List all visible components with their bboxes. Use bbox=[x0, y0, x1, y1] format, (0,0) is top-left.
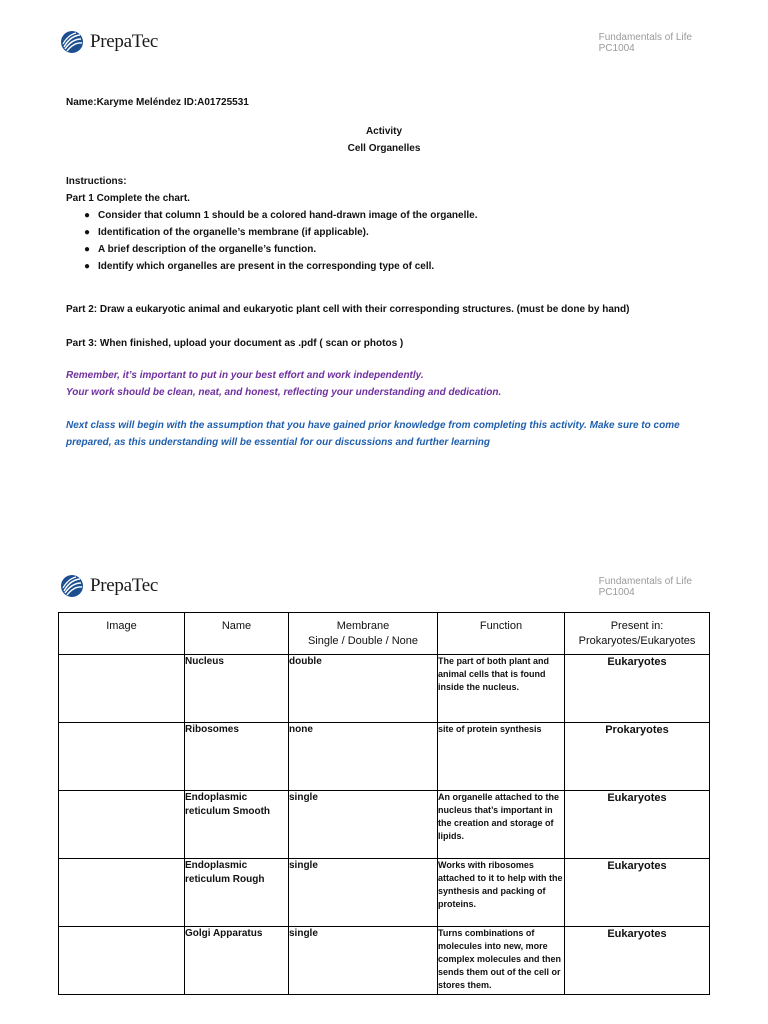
present-in-value: Eukaryotes bbox=[565, 927, 710, 995]
table-header-row bbox=[59, 613, 710, 655]
header-image: Image bbox=[59, 613, 185, 655]
header-name: Name bbox=[185, 613, 289, 655]
function-description: An organelle attached to the nucleus that’s important in the creation and storage of lipids. bbox=[438, 791, 565, 859]
bullet-dot-icon: ● bbox=[84, 227, 91, 238]
instructions-heading: Instructions: bbox=[66, 176, 127, 187]
page-header bbox=[60, 30, 708, 64]
table-row bbox=[59, 859, 710, 927]
bullet-item: ● Identify which organelles are present in the corresponding type of cell. bbox=[84, 258, 478, 275]
function-description: Works with ribosomes attached to it to help with the synthesis and packing of proteins. bbox=[438, 859, 565, 927]
membrane-value: single bbox=[289, 859, 438, 927]
course-title: Fundamentals of Life bbox=[598, 32, 692, 43]
organelle-name: Golgi Apparatus bbox=[185, 927, 289, 995]
organelle-name: Endoplasmic reticulum Rough bbox=[185, 859, 289, 927]
brand-name: PrepaTec bbox=[90, 575, 159, 596]
next-class-line-2: prepared, as this understanding will be essential for our discussions and further learning bbox=[66, 437, 490, 448]
brand-name: PrepaTec bbox=[90, 31, 159, 52]
present-in-value: Eukaryotes bbox=[565, 859, 710, 927]
table-row bbox=[59, 723, 710, 791]
prepatec-globe-icon bbox=[60, 574, 84, 598]
image-cell bbox=[59, 723, 185, 791]
membrane-value: double bbox=[289, 655, 438, 723]
part1-bullet-list bbox=[84, 207, 478, 275]
bullet-dot-icon: ● bbox=[84, 210, 91, 221]
bullet-item: ● Identification of the organelle’s membrane (if applicable). bbox=[84, 224, 478, 241]
image-cell bbox=[59, 791, 185, 859]
header-present-in: Present in: Prokaryotes/Eukaryotes bbox=[565, 613, 710, 655]
course-title: Fundamentals of Life bbox=[598, 576, 692, 587]
table-row bbox=[59, 927, 710, 995]
function-description: Turns combinations of molecules into new, more complex molecules and then sends them out of the cell or stores them. bbox=[438, 927, 565, 995]
next-class-line-1: Next class will begin with the assumption that you have gained prior knowledge from completing this activity. Make sure to come bbox=[66, 420, 680, 431]
membrane-value: single bbox=[289, 927, 438, 995]
membrane-value: single bbox=[289, 791, 438, 859]
prepatec-logo bbox=[60, 30, 158, 54]
header-function: Function bbox=[438, 613, 565, 655]
image-cell bbox=[59, 655, 185, 723]
prepatec-globe-icon bbox=[60, 30, 84, 54]
part2-text: Part 2: Draw a eukaryotic animal and eukaryotic plant cell with their corresponding structures. (must be done by hand) bbox=[66, 304, 630, 315]
header-membrane: Membrane Single / Double / None bbox=[289, 613, 438, 655]
image-cell bbox=[59, 927, 185, 995]
bullet-item: ● A brief description of the organelle’s function. bbox=[84, 241, 478, 258]
membrane-value: none bbox=[289, 723, 438, 791]
present-in-value: Eukaryotes bbox=[565, 791, 710, 859]
table-row bbox=[59, 791, 710, 859]
reminder-line-1: Remember, it’s important to put in your best effort and work independently. bbox=[66, 370, 424, 381]
bullet-item: ● Consider that column 1 should be a colored hand-drawn image of the organelle. bbox=[84, 207, 478, 224]
reminder-line-2: Your work should be clean, neat, and honest, reflecting your understanding and dedication. bbox=[66, 387, 502, 398]
part3-text: Part 3: When finished, upload your document as .pdf ( scan or photos ) bbox=[66, 338, 404, 349]
course-code: PC1004 bbox=[598, 587, 635, 598]
student-info: Name:Karyme Meléndez ID:A01725531 bbox=[66, 97, 249, 108]
table-row bbox=[59, 655, 710, 723]
bullet-dot-icon: ● bbox=[84, 261, 91, 272]
present-in-value: Eukaryotes bbox=[565, 655, 710, 723]
organelle-table bbox=[58, 612, 710, 995]
activity-title: Activity bbox=[365, 126, 403, 137]
organelle-name: Ribosomes bbox=[185, 723, 289, 791]
function-description: site of protein synthesis bbox=[438, 723, 565, 791]
activity-subtitle: Cell Organelles bbox=[347, 143, 421, 154]
course-info bbox=[599, 576, 692, 598]
prepatec-logo bbox=[60, 574, 158, 598]
course-code: PC1004 bbox=[598, 43, 635, 54]
part1-text: Part 1 Complete the chart. bbox=[66, 193, 190, 204]
course-info bbox=[599, 32, 692, 54]
organelle-name: Endoplasmic reticulum Smooth bbox=[185, 791, 289, 859]
organelle-name: Nucleus bbox=[185, 655, 289, 723]
present-in-value: Prokaryotes bbox=[565, 723, 710, 791]
image-cell bbox=[59, 859, 185, 927]
function-description: The part of both plant and animal cells that is found inside the nucleus. bbox=[438, 655, 565, 723]
bullet-dot-icon: ● bbox=[84, 244, 91, 255]
page-header-2 bbox=[60, 574, 708, 608]
